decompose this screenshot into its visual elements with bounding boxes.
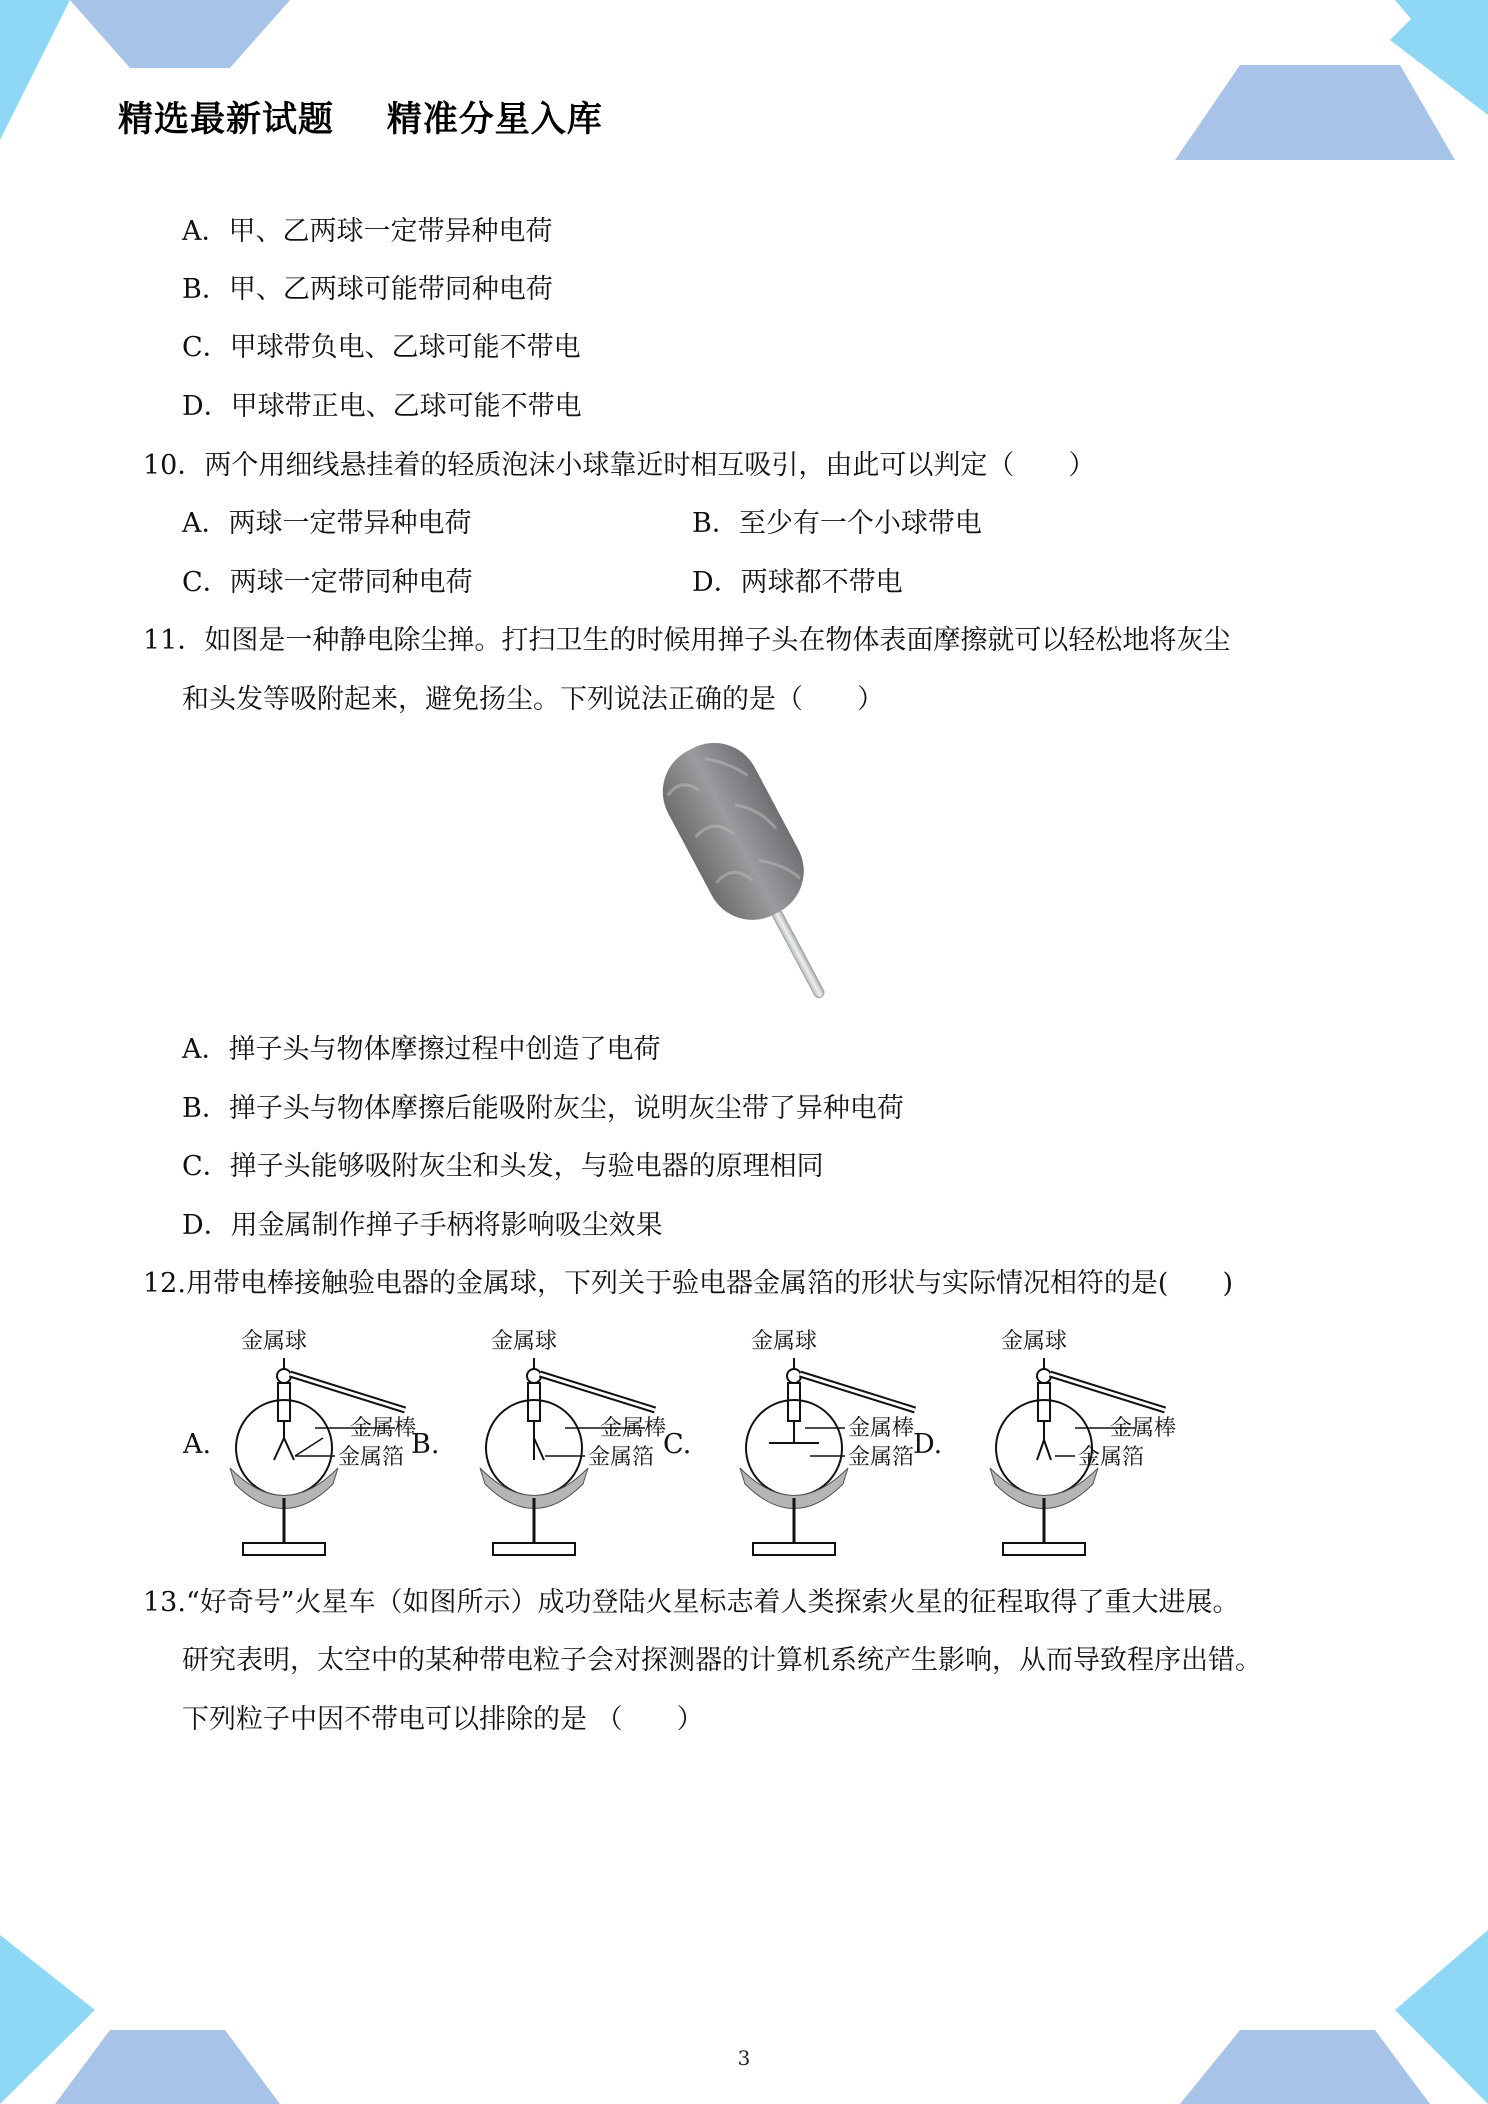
q9-option-c: C．甲球带负电、乙球可能不带电 [182, 332, 581, 363]
q11-option-d: D．用金属制作掸子手柄将影响吸尘效果 [182, 1210, 663, 1241]
electroscope-figure [175, 1318, 1215, 1568]
electroscope-d [913, 1329, 1176, 1555]
q10-option-c: C．两球一定带同种电荷 [182, 567, 473, 598]
electroscope-c [663, 1329, 915, 1555]
q10-stem: 10．两个用细线悬挂着的轻质泡沫小球靠近时相互吸引，由此可以判定（ ） [143, 450, 1096, 481]
q11-option-a: A．掸子头与物体摩擦过程中创造了电荷 [182, 1034, 661, 1065]
q9-option-d: D．甲球带正电、乙球可能不带电 [182, 391, 582, 422]
header-title: 精选最新试题 精准分星入库 [118, 100, 603, 140]
label-ball-c: 金属球 [751, 1329, 818, 1354]
q13-line2: 研究表明，太空中的某种带电粒子会对探测器的计算机系统产生影响，从而导致程序出错。 [182, 1645, 1262, 1676]
label-rod-a: 金属棒 [350, 1416, 417, 1441]
deco-top-left-trapezoid [70, 0, 290, 68]
label-rod-b: 金属棒 [600, 1416, 667, 1441]
electroscope-b [411, 1329, 666, 1555]
q10-option-b: B．至少有一个小球带电 [692, 508, 982, 539]
page-number: 3 [737, 2046, 751, 2070]
q9-option-a: A．甲、乙两球一定带异种电荷 [182, 216, 553, 247]
electroscope-a [182, 1329, 416, 1555]
q10-option-a: A．两球一定带异种电荷 [182, 508, 472, 539]
label-foil-c: 金属箔 [848, 1445, 915, 1470]
deco-top-left-triangle [0, 0, 70, 140]
option-letter-a: A. [183, 1429, 212, 1460]
label-ball-d: 金属球 [1001, 1329, 1068, 1354]
option-letter-c: C. [663, 1429, 692, 1460]
label-ball-a: 金属球 [241, 1329, 308, 1354]
option-letter-d: D. [913, 1429, 943, 1460]
label-rod-d: 金属棒 [1110, 1416, 1177, 1441]
duster-image [640, 735, 880, 1015]
q11-option-c: C．掸子头能够吸附灰尘和头发，与验电器的原理相同 [182, 1151, 824, 1182]
q10-option-d: D．两球都不带电 [692, 567, 903, 598]
label-rod-c: 金属棒 [848, 1416, 915, 1441]
q9-option-b: B．甲、乙两球可能带同种电荷 [182, 274, 553, 305]
option-letter-b: B. [411, 1429, 440, 1460]
label-foil-b: 金属箔 [588, 1445, 655, 1470]
q13-line3: 下列粒子中因不带电可以排除的是 （ ） [182, 1704, 704, 1735]
q12-stem: 12.用带电棒接触验电器的金属球，下列关于验电器金属箔的形状与实际情况相符的是( ) [143, 1268, 1234, 1299]
q13-line1: 13.“好奇号”火星车（如图所示）成功登陆火星标志着人类探索火星的征程取得了重大进展。 [143, 1587, 1240, 1618]
deco-top-right-trapezoid [1175, 65, 1455, 160]
label-foil-d: 金属箔 [1078, 1445, 1145, 1470]
label-foil-a: 金属箔 [338, 1445, 405, 1470]
q11-stem-line2: 和头发等吸附起来，避免扬尘。下列说法正确的是（ ） [182, 684, 884, 715]
q11-option-b: B．掸子头与物体摩擦后能吸附灰尘，说明灰尘带了异种电荷 [182, 1093, 904, 1124]
q11-stem-line1: 11．如图是一种静电除尘掸。打扫卫生的时候用掸子头在物体表面摩擦就可以轻松地将灰尘 [143, 625, 1231, 656]
label-ball-b: 金属球 [491, 1329, 558, 1354]
